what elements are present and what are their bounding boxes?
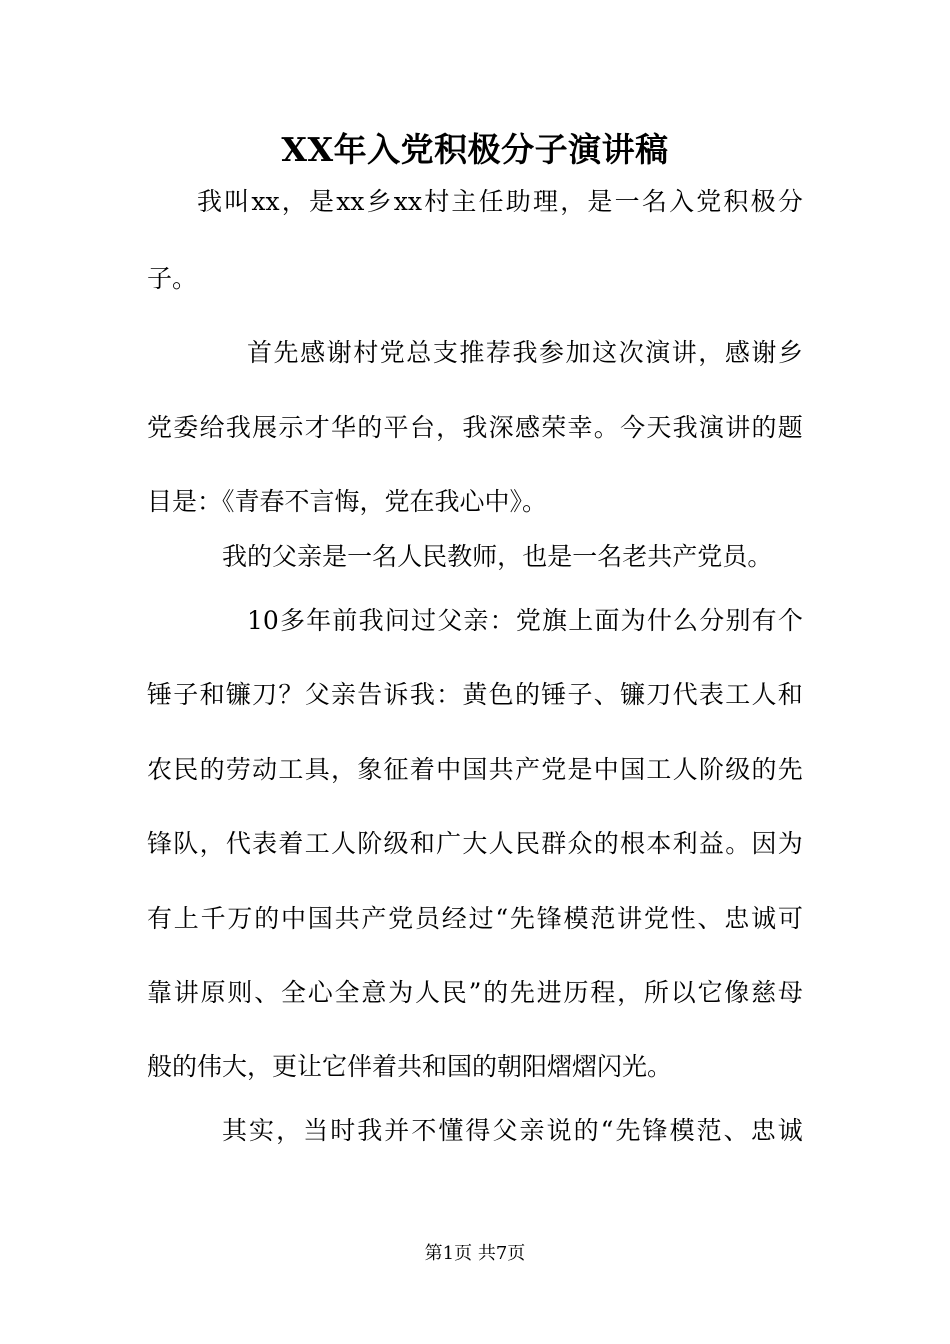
- text-line: 目是：《青春不言悔，党在我心中》。: [147, 487, 548, 516]
- text-line: 首 先 感 谢 村 党 总 支 推 荐 我 参 加 这 次 演 讲 ， 感 谢 乡: [247, 338, 803, 367]
- document-title: XX年入党积极分子演讲稿: [281, 130, 669, 169]
- text-line: 般的伟大，更让它伴着共和国的朝阳熠熠闪光。: [147, 1052, 673, 1081]
- text-line: 其 实 ， 当 时 我 并 不 懂 得 父 亲 说 的 “ 先 锋 模 范 、 忠 诚: [222, 1116, 803, 1145]
- text-line: 子。: [147, 264, 198, 293]
- text-line: 我 叫 xx ， 是 xx 乡 xx 村 主 任 助 理 ， 是 一 名 入 党 积 极 分: [197, 187, 803, 216]
- text-line: 有 上 千 万 的 中 国 共 产 党 员 经 过 “ 先 锋 模 范 讲 党 性 、 忠 诚 可: [147, 904, 803, 933]
- text-line: 党 委 给 我 展 示 才 华 的 平 台 ， 我 深 感 荣 幸 。 今 天 我 演 讲 的 题: [147, 413, 803, 442]
- text-line: 农 民 的 劳 动 工 具 ， 象 征 着 中 国 共 产 党 是 中 国 工 人 阶 级 的 先: [147, 755, 803, 784]
- text-line: 锤 子 和 镰 刀 ？ 父 亲 告 诉 我 ： 黄 色 的 锤 子 、 镰 刀 代 表 工 人 和: [147, 680, 803, 709]
- text-line: 靠 讲 原 则 、 全 心 全 意 为 人 民 ” 的 先 进 历 程 ， 所 以 它 像 慈 母: [147, 978, 803, 1007]
- text-line: 锋 队 ， 代 表 着 工 人 阶 级 和 广 大 人 民 群 众 的 根 本 利 益 。 因 为: [147, 829, 803, 858]
- text-line: 我 的 父 亲 是 一 名 人 民 教 师 ， 也 是 一 名 老 共 产 党 员 。: [222, 542, 773, 571]
- text-line: 10 多 年 前 我 问 过 父 亲 ： 党 旗 上 面 为 什 么 分 别 有 个: [247, 606, 803, 635]
- page-number-footer: 第1页 共7页: [424, 1243, 526, 1264]
